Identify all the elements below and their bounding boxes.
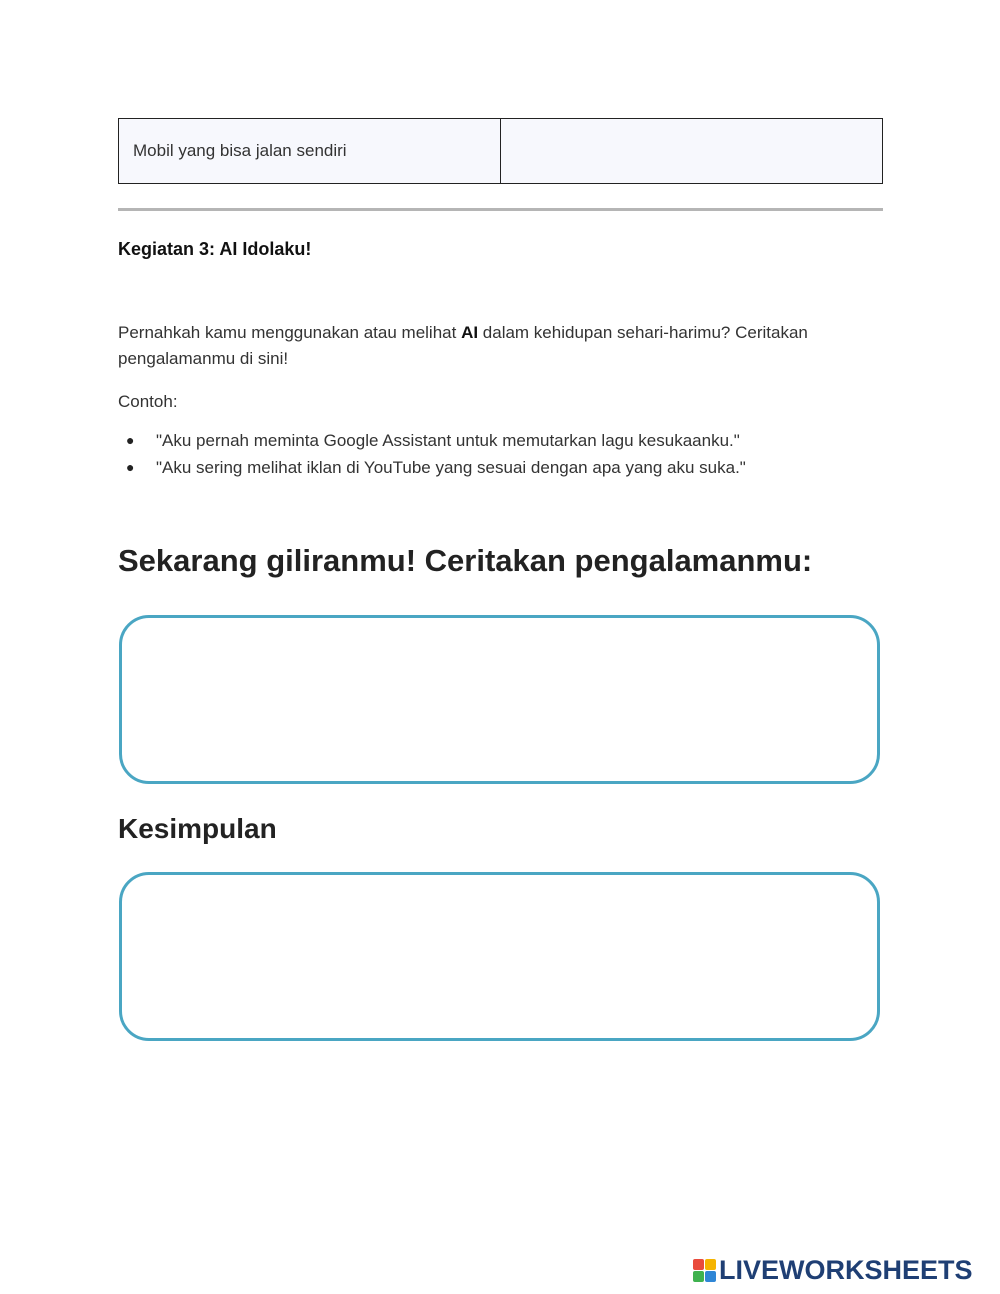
- logo-square-icon: [693, 1271, 704, 1282]
- question-text-bold: AI: [461, 323, 479, 342]
- section-divider: [118, 208, 883, 211]
- example-text: "Aku pernah meminta Google Assistant untuk memutarkan lagu kesukaanku.": [156, 431, 740, 450]
- footer-brand: [693, 1255, 973, 1286]
- activity-question: [118, 320, 883, 372]
- question-text-start: Pernahkah kamu menggunakan atau melihat: [118, 323, 462, 342]
- example-text: "Aku sering melihat iklan di YouTube yang sesuai dengan apa yang aku suka.": [156, 458, 746, 477]
- bullet-icon: ●: [126, 432, 135, 448]
- example-label: Contoh:: [118, 392, 178, 411]
- experience-answer-box[interactable]: [119, 615, 880, 784]
- brand-name: LIVEWORKSHEETS: [719, 1255, 973, 1285]
- example-list: [118, 427, 746, 481]
- table-cell-item: Mobil yang bisa jalan sendiri: [133, 141, 347, 160]
- question-text-end: dalam kehidupan sehari-harimu? Ceritakan pengalamanmu di sini!: [118, 323, 808, 368]
- conclusion-answer-box[interactable]: [119, 872, 880, 1041]
- experience-heading: Sekarang giliranmu! Ceritakan pengalamanmu:: [118, 543, 813, 578]
- bullet-icon: ●: [126, 459, 135, 475]
- conclusion-heading: Kesimpulan: [118, 813, 277, 844]
- logo-square-icon: [705, 1259, 716, 1270]
- table-cell-answer[interactable]: [500, 119, 882, 183]
- example-item: [118, 454, 746, 481]
- logo-square-icon: [705, 1271, 716, 1282]
- liveworksheets-logo-icon: [693, 1259, 716, 1282]
- logo-square-icon: [693, 1259, 704, 1270]
- activity-title: Kegiatan 3: AI Idolaku!: [118, 239, 312, 259]
- comparison-table-row: [118, 118, 883, 184]
- example-item: [118, 427, 746, 454]
